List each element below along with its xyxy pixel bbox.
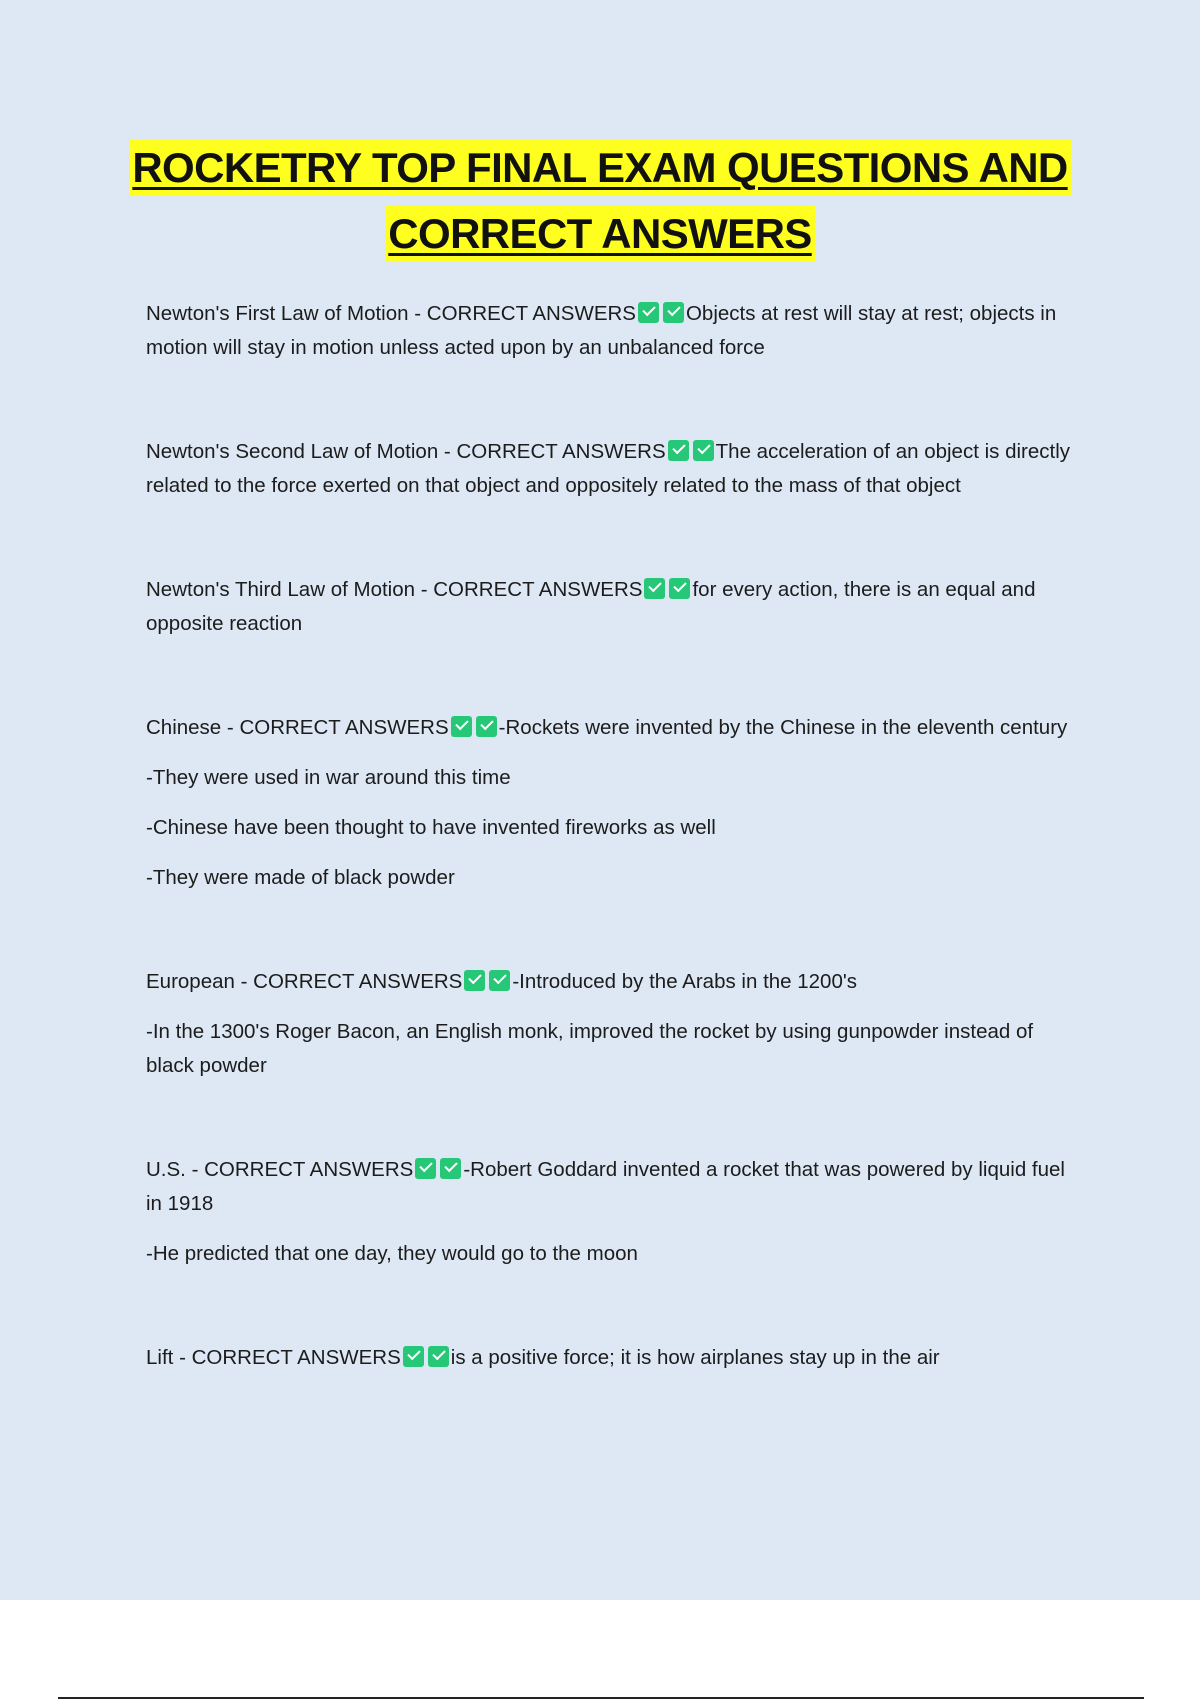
qa-main-line bbox=[146, 1341, 1076, 1375]
qa-answer: is a positive force; it is how airplanes stay up in the air bbox=[450, 1346, 940, 1369]
qa-term: Lift bbox=[146, 1346, 174, 1369]
title-line-1: ROCKETRY TOP FINAL EXAM QUESTIONS AND bbox=[129, 140, 1070, 196]
qa-answer: -Robert Goddard invented a rocket that was powered by liquid fuel in 1918 bbox=[146, 1158, 1065, 1215]
qa-term: Newton's Second Law of Motion bbox=[146, 440, 439, 463]
correct-answers-marker: - CORRECT ANSWERS bbox=[414, 302, 636, 325]
check-box-icon bbox=[489, 970, 510, 991]
qa-extra-line: -They were used in war around this time bbox=[146, 766, 511, 789]
check-box-icon bbox=[415, 1158, 436, 1179]
check-box-icon bbox=[440, 1158, 461, 1179]
entry-spacer bbox=[146, 365, 1076, 435]
entry-spacer bbox=[146, 1083, 1076, 1153]
entry-spacer bbox=[146, 1271, 1076, 1341]
qa-entry bbox=[146, 1153, 1076, 1271]
entry-spacer bbox=[146, 503, 1076, 573]
qa-extra-line: -Chinese have been thought to have invented fireworks as well bbox=[146, 816, 716, 839]
qa-term: European bbox=[146, 970, 235, 993]
qa-entry bbox=[146, 297, 1076, 365]
qa-term: Chinese bbox=[146, 716, 222, 739]
check-box-icon bbox=[403, 1346, 424, 1367]
qa-main-line bbox=[146, 965, 1076, 999]
check-box-icon bbox=[638, 302, 659, 323]
qa-term: Newton's First Law of Motion bbox=[146, 302, 409, 325]
correct-answers-marker: - CORRECT ANSWERS bbox=[226, 716, 449, 739]
correct-answers-marker: - CORRECT ANSWERS bbox=[420, 578, 643, 601]
correct-answers-marker: - CORRECT ANSWERS bbox=[179, 1346, 401, 1369]
qa-term: U.S. bbox=[146, 1158, 186, 1181]
qa-main-line bbox=[146, 573, 1076, 641]
qa-list bbox=[146, 297, 1076, 1375]
check-box-icon bbox=[693, 440, 714, 461]
entry-spacer bbox=[146, 641, 1076, 711]
qa-entry bbox=[146, 1341, 1076, 1375]
correct-answers-marker: - CORRECT ANSWERS bbox=[443, 440, 666, 463]
qa-main-line bbox=[146, 1153, 1076, 1221]
qa-answer: for every action, there is an equal and opposite reaction bbox=[146, 578, 1036, 635]
check-box-icon bbox=[668, 440, 689, 461]
correct-answers-marker: - CORRECT ANSWERS bbox=[191, 1158, 414, 1181]
qa-answer: Objects at rest will stay at rest; objects in motion will stay in motion unless acted upon by an unbalanced force bbox=[146, 302, 1057, 359]
qa-entry bbox=[146, 965, 1076, 1083]
footer-rule bbox=[58, 1697, 1144, 1699]
correct-answers-marker: - CORRECT ANSWERS bbox=[240, 970, 463, 993]
entry-spacer bbox=[146, 895, 1076, 965]
check-box-icon bbox=[476, 716, 497, 737]
check-box-icon bbox=[663, 302, 684, 323]
qa-extra-line: -He predicted that one day, they would go to the moon bbox=[146, 1242, 638, 1265]
check-box-icon bbox=[464, 970, 485, 991]
qa-extra-line: -They were made of black powder bbox=[146, 866, 455, 889]
qa-entry bbox=[146, 573, 1076, 641]
qa-answer: -Introduced by the Arabs in the 1200's bbox=[512, 970, 858, 993]
check-box-icon bbox=[428, 1346, 449, 1367]
qa-main-line bbox=[146, 297, 1076, 365]
qa-main-line bbox=[146, 435, 1076, 503]
qa-main-line bbox=[146, 711, 1076, 745]
check-box-icon bbox=[669, 578, 690, 599]
qa-term: Newton's Third Law of Motion bbox=[146, 578, 416, 601]
check-box-icon bbox=[451, 716, 472, 737]
check-box-icon bbox=[644, 578, 665, 599]
qa-answer: The acceleration of an object is directly related to the force exerted on that object and oppositely related to the mass of that object bbox=[146, 440, 1071, 497]
qa-extra-line: -In the 1300's Roger Bacon, an English monk, improved the rocket by using gunpowder instead of black powder bbox=[146, 1020, 1034, 1077]
title-line-2: CORRECT ANSWERS bbox=[385, 206, 814, 262]
qa-entry bbox=[146, 711, 1076, 895]
qa-entry bbox=[146, 435, 1076, 503]
document-title bbox=[0, 140, 1200, 262]
qa-answer: -Rockets were invented by the Chinese in the eleventh century bbox=[498, 716, 1068, 739]
